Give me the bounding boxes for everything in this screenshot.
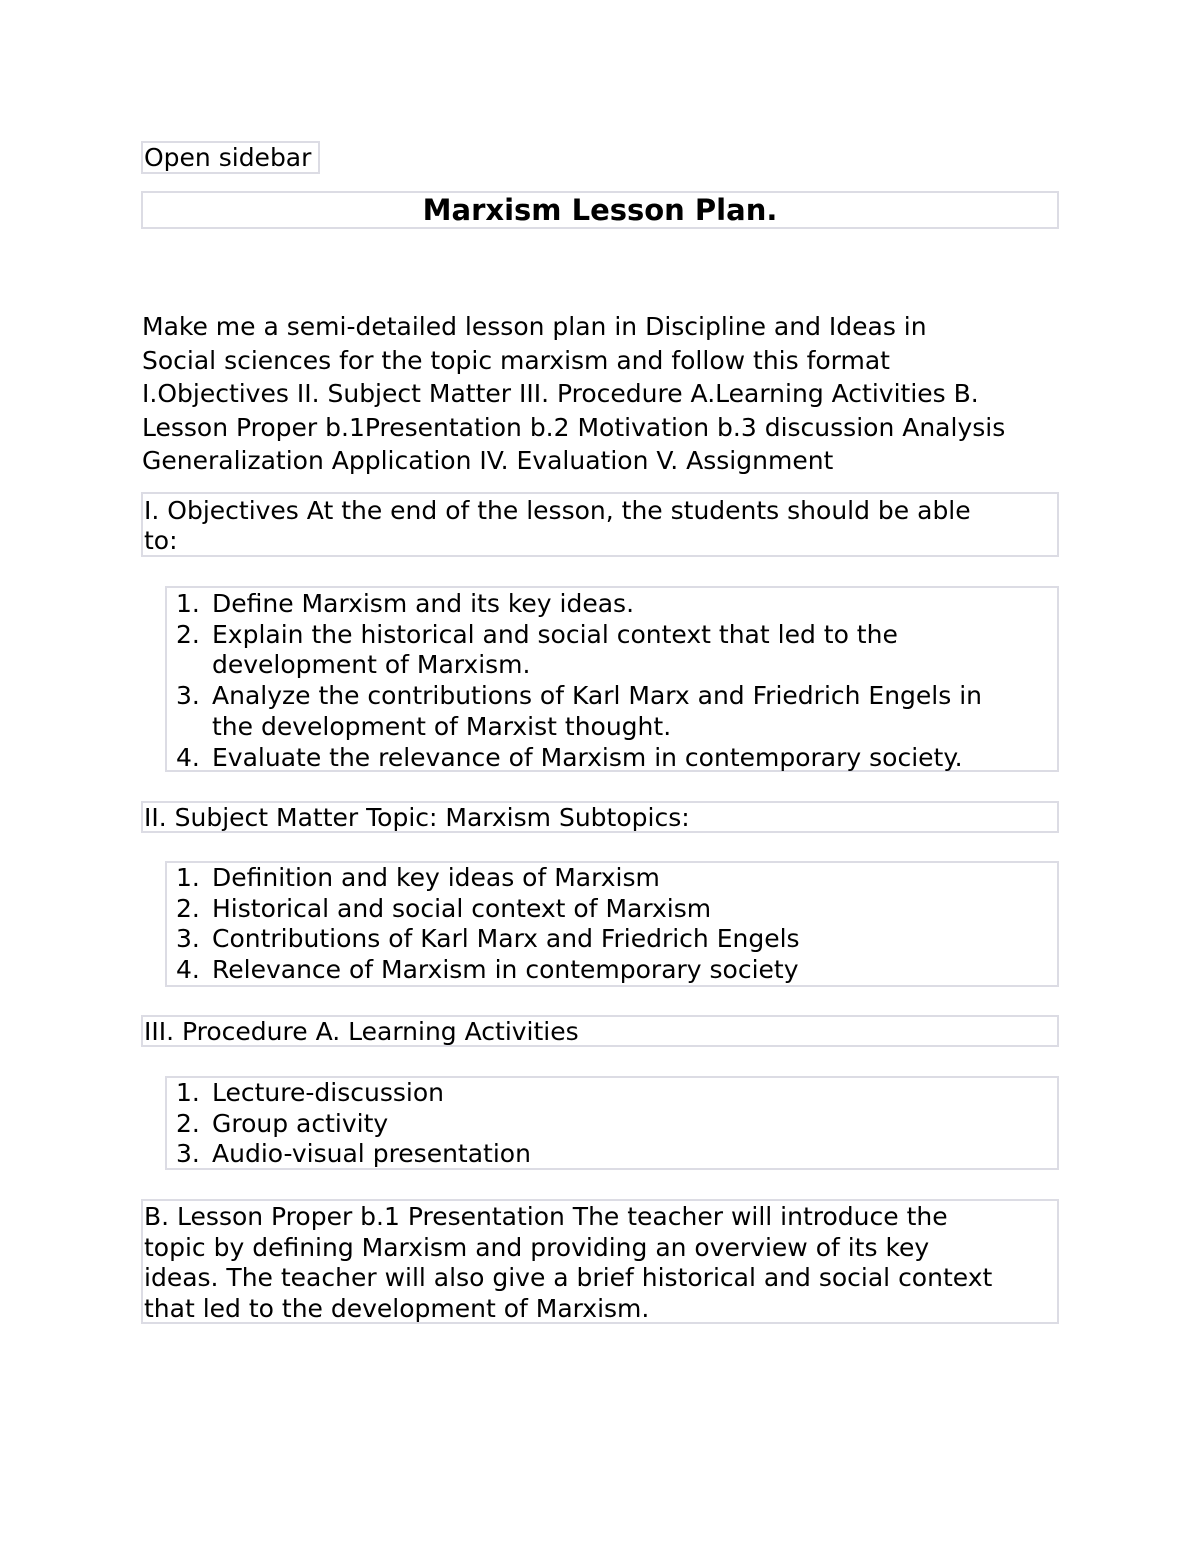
list-item [167,1078,1057,1109]
list-item-number: 2. [176,893,200,923]
list-item [167,743,1057,774]
objectives-heading [141,492,1059,557]
list-item-text: Explain the historical and social context that led to the [212,619,898,649]
list-item-text: development of Marxism. [212,650,531,680]
list-item-number: 3. [176,1139,200,1169]
list-item [167,589,1057,620]
list-item [167,1109,1057,1140]
list-item-number: 3. [176,924,200,954]
list-item-number: 1. [176,863,200,892]
list-item [167,924,1057,955]
list-item-text: Audio-visual presentation [212,1139,531,1169]
subject-matter-list [165,861,1059,987]
list-item-number: 1. [176,1078,200,1107]
open-sidebar-button[interactable]: Open sidebar [141,141,320,174]
list-item-number: 1. [176,589,200,618]
page-title: Marxism Lesson Plan. [141,191,1059,229]
list-item-number: 4. [176,955,200,985]
list-item-text: the development of Marxist thought. [212,711,672,741]
prompt-line: Generalization Application IV. Evaluation V. Assignment [142,446,834,476]
list-item-text: Relevance of Marxism in contemporary society [212,955,799,985]
user-prompt [142,310,1062,478]
list-item-text: Historical and social context of Marxism [212,893,712,923]
list-item [167,620,1057,681]
list-item-number: 2. [176,619,200,649]
objectives-heading-line: I. Objectives At the end of the lesson, the students should be able [144,496,971,525]
subject-matter-heading: II. Subject Matter Topic: Marxism Subtopics: [141,801,1059,833]
lesson-proper-line: that led to the development of Marxism. [144,1293,650,1323]
list-item [167,894,1057,925]
list-item [167,681,1057,742]
lesson-proper-line: ideas. The teacher will also give a brief historical and social context [144,1263,993,1292]
objectives-list [165,586,1059,772]
prompt-line: Lesson Proper b.1Presentation b.2 Motivation b.3 discussion Analysis [142,412,1006,442]
prompt-line: Make me a semi-detailed lesson plan in Discipline and Ideas in [142,312,927,341]
list-item-text: Contributions of Karl Marx and Friedrich Engels [212,924,800,954]
list-item-text: Analyze the contributions of Karl Marx and Friedrich Engels in [212,681,983,711]
prompt-line: I.Objectives II. Subject Matter III. Procedure A.Learning Activities B. [142,379,979,409]
list-item-text: Definition and key ideas of Marxism [212,863,660,892]
list-item-number: 4. [176,742,200,772]
list-item-number: 3. [176,681,200,711]
prompt-line: Social sciences for the topic marxism and follow this format [142,345,890,375]
list-item-text: Lecture-discussion [212,1078,444,1107]
list-item-text: Evaluate the relevance of Marxism in contemporary society. [212,742,963,772]
procedure-list [165,1076,1059,1170]
list-item [167,1139,1057,1170]
lesson-proper-line: B. Lesson Proper b.1 Presentation The teacher will introduce the [144,1202,948,1231]
lesson-proper-line: topic by defining Marxism and providing an overview of its key [144,1232,930,1262]
list-item-number: 2. [176,1108,200,1138]
procedure-heading: III. Procedure A. Learning Activities [141,1015,1059,1047]
objectives-heading-line: to: [144,526,178,555]
list-item-text: Group activity [212,1108,389,1138]
list-item-text: Define Marxism and its key ideas. [212,589,635,618]
lesson-proper-paragraph [141,1199,1059,1324]
list-item [167,955,1057,986]
list-item [167,863,1057,894]
